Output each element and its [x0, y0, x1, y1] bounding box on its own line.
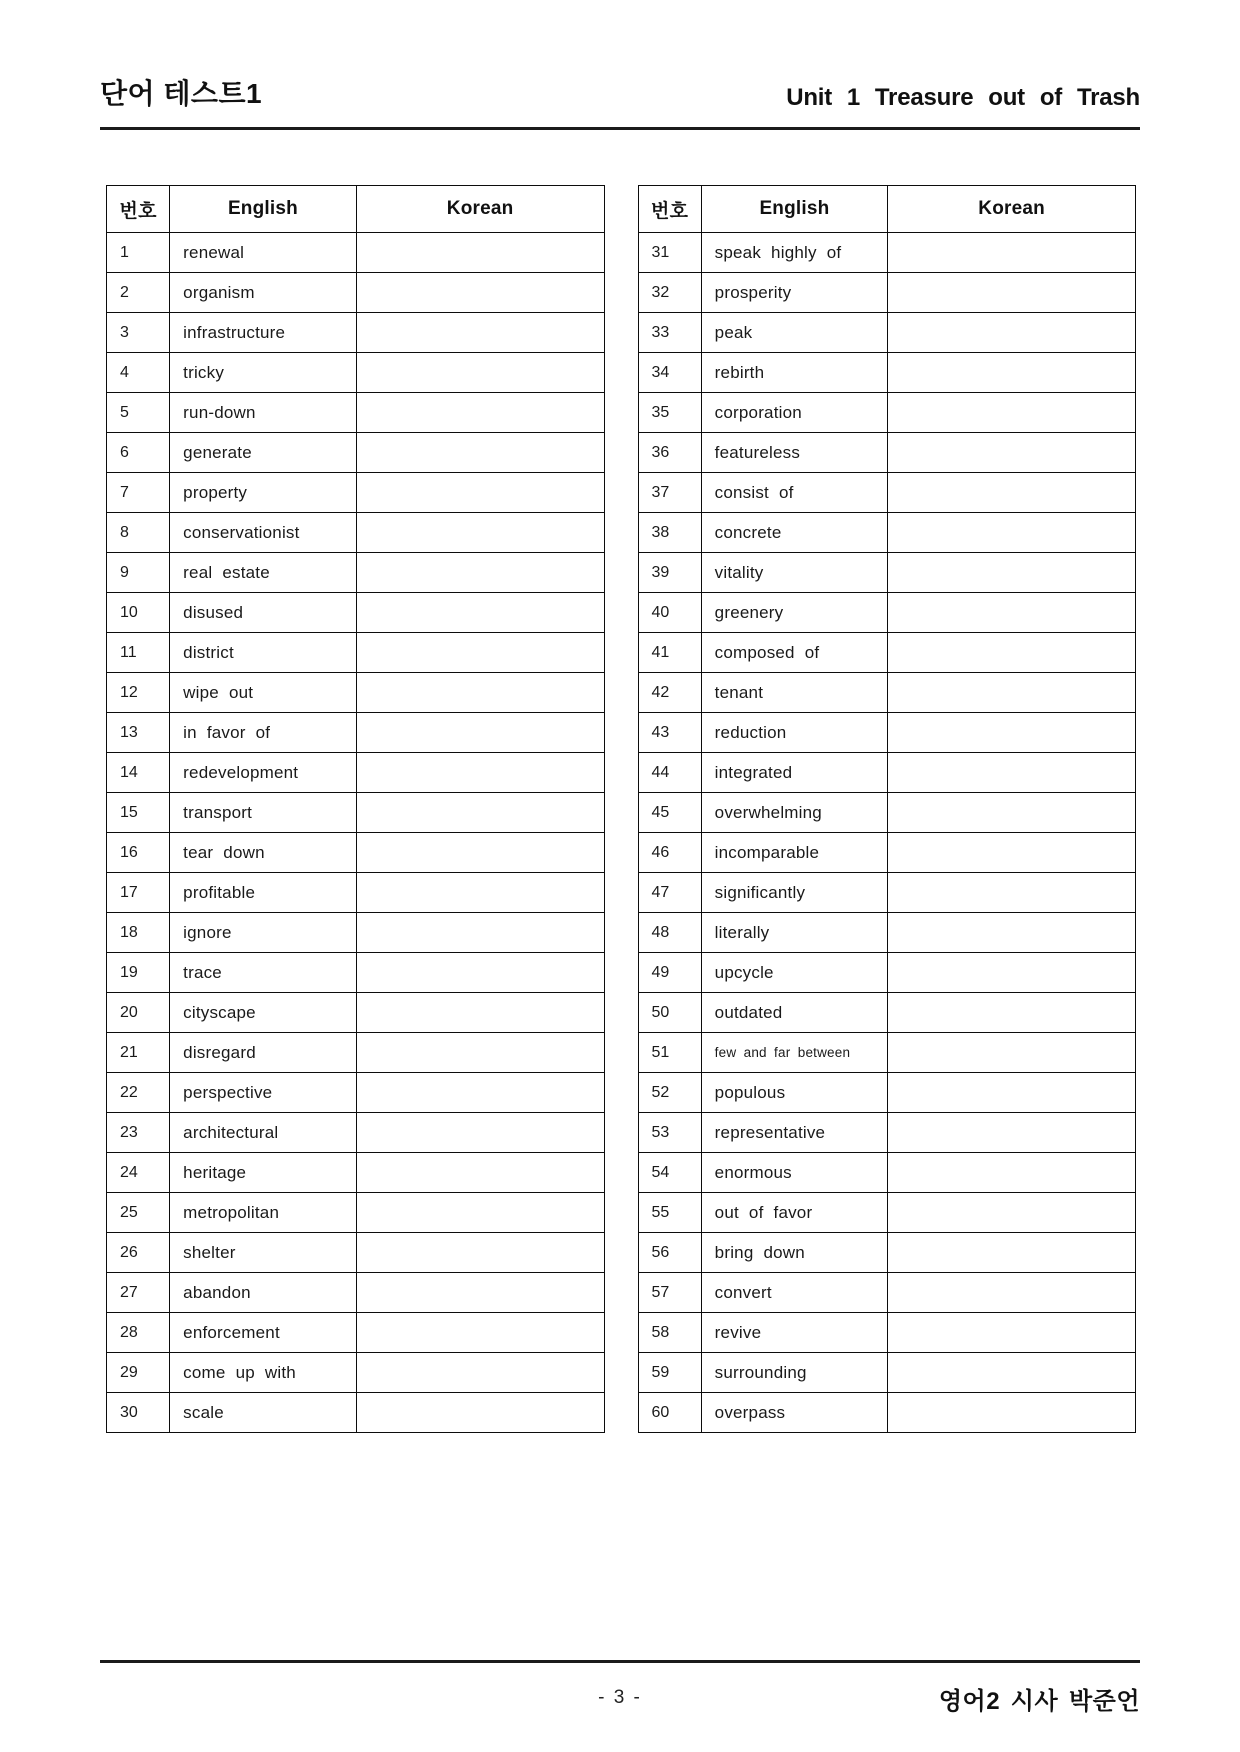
korean-answer-cell [888, 1393, 1136, 1433]
row-number-cell: 41 [638, 633, 701, 673]
korean-answer-cell [356, 1193, 604, 1233]
row-number-cell: 19 [107, 953, 170, 993]
table-row [638, 1073, 1136, 1113]
unit-title: Unit 1 Treasure out of Trash [786, 84, 1140, 111]
row-number-cell: 39 [638, 553, 701, 593]
english-word-cell: enormous [701, 1153, 888, 1193]
english-word-cell: tricky [170, 353, 357, 393]
korean-answer-cell [356, 433, 604, 473]
table-row [107, 513, 605, 553]
english-word-cell: literally [701, 913, 888, 953]
english-word-cell: renewal [170, 233, 357, 273]
table-row [638, 593, 1136, 633]
page-title: 단어 테스트1 [100, 78, 263, 109]
english-word-cell: featureless [701, 433, 888, 473]
english-word-cell: significantly [701, 873, 888, 913]
table-row [638, 1273, 1136, 1313]
page-number: - 3 - [598, 1687, 642, 1708]
korean-answer-cell [356, 1393, 604, 1433]
korean-answer-cell [356, 1233, 604, 1273]
korean-answer-cell [356, 873, 604, 913]
korean-answer-cell [888, 1113, 1136, 1153]
row-number-cell: 32 [638, 273, 701, 313]
table-row [638, 1033, 1136, 1073]
table-row [638, 873, 1136, 913]
row-number-cell: 44 [638, 753, 701, 793]
table-row [638, 913, 1136, 953]
english-word-cell: real estate [170, 553, 357, 593]
table-row [638, 1233, 1136, 1273]
table-row [107, 713, 605, 753]
row-number-cell: 22 [107, 1073, 170, 1113]
korean-answer-cell [888, 1073, 1136, 1113]
row-number-cell: 5 [107, 393, 170, 433]
korean-answer-cell [888, 833, 1136, 873]
korean-answer-cell [356, 313, 604, 353]
korean-answer-cell [356, 393, 604, 433]
row-number-cell: 30 [107, 1393, 170, 1433]
english-word-cell: generate [170, 433, 357, 473]
table-row [638, 633, 1136, 673]
korean-answer-cell [888, 233, 1136, 273]
english-word-cell: abandon [170, 1273, 357, 1313]
table-row [107, 233, 605, 273]
korean-answer-cell [356, 233, 604, 273]
english-word-cell: rebirth [701, 353, 888, 393]
row-number-cell: 10 [107, 593, 170, 633]
english-word-cell: incomparable [701, 833, 888, 873]
table-row [107, 1233, 605, 1273]
english-word-cell: surrounding [701, 1353, 888, 1393]
table-row [107, 1393, 605, 1433]
table-row [107, 273, 605, 313]
korean-answer-cell [888, 433, 1136, 473]
table-row [638, 353, 1136, 393]
row-number-cell: 55 [638, 1193, 701, 1233]
row-number-cell: 2 [107, 273, 170, 313]
row-number-cell: 9 [107, 553, 170, 593]
english-word-cell: prosperity [701, 273, 888, 313]
row-number-cell: 18 [107, 913, 170, 953]
row-number-cell: 52 [638, 1073, 701, 1113]
table-row [107, 473, 605, 513]
korean-answer-cell [356, 553, 604, 593]
english-word-cell: peak [701, 313, 888, 353]
english-word-cell: enforcement [170, 1313, 357, 1353]
table-row [638, 1153, 1136, 1193]
table-row [638, 1353, 1136, 1393]
korean-answer-cell [356, 993, 604, 1033]
english-word-cell: concrete [701, 513, 888, 553]
korean-answer-cell [356, 793, 604, 833]
table-row [107, 673, 605, 713]
vocab-table-left [106, 185, 605, 1433]
row-number-cell: 29 [107, 1353, 170, 1393]
english-word-cell: wipe out [170, 673, 357, 713]
table-row [107, 1073, 605, 1113]
korean-answer-cell [888, 473, 1136, 513]
korean-answer-cell [888, 793, 1136, 833]
row-number-cell: 59 [638, 1353, 701, 1393]
table-row [107, 1193, 605, 1233]
row-number-cell: 34 [638, 353, 701, 393]
row-number-cell: 23 [107, 1113, 170, 1153]
english-word-cell: come up with [170, 1353, 357, 1393]
table-row [107, 353, 605, 393]
row-number-cell: 56 [638, 1233, 701, 1273]
korean-answer-cell [888, 1153, 1136, 1193]
korean-answer-cell [356, 273, 604, 313]
korean-answer-cell [356, 633, 604, 673]
korean-answer-cell [888, 1033, 1136, 1073]
table-row [638, 553, 1136, 593]
korean-answer-cell [888, 313, 1136, 353]
row-number-cell: 49 [638, 953, 701, 993]
table-row [638, 953, 1136, 993]
table-row [107, 793, 605, 833]
table-row [107, 1033, 605, 1073]
english-word-cell: transport [170, 793, 357, 833]
col-header-korean: Korean [888, 186, 1136, 233]
row-number-cell: 43 [638, 713, 701, 753]
korean-answer-cell [356, 513, 604, 553]
english-word-cell: infrastructure [170, 313, 357, 353]
korean-answer-cell [356, 1153, 604, 1193]
korean-answer-cell [888, 1273, 1136, 1313]
english-word-cell: heritage [170, 1153, 357, 1193]
vocab-table-left-grid [106, 185, 605, 1433]
row-number-cell: 13 [107, 713, 170, 753]
row-number-cell: 53 [638, 1113, 701, 1153]
table-row [107, 1353, 605, 1393]
english-word-cell: convert [701, 1273, 888, 1313]
row-number-cell: 16 [107, 833, 170, 873]
table-row [638, 753, 1136, 793]
table-row [107, 633, 605, 673]
english-word-cell: shelter [170, 1233, 357, 1273]
korean-answer-cell [356, 473, 604, 513]
korean-answer-cell [888, 713, 1136, 753]
table-row [107, 553, 605, 593]
vocab-table-right-grid [638, 185, 1137, 1433]
row-number-cell: 36 [638, 433, 701, 473]
vocab-tables [106, 185, 1136, 1433]
english-word-cell: overwhelming [701, 793, 888, 833]
english-word-cell: reduction [701, 713, 888, 753]
english-word-cell: revive [701, 1313, 888, 1353]
korean-answer-cell [888, 753, 1136, 793]
korean-answer-cell [356, 713, 604, 753]
table-row [107, 993, 605, 1033]
row-number-cell: 6 [107, 433, 170, 473]
table-row [638, 1193, 1136, 1233]
table-header-row [107, 186, 605, 233]
vocab-table-right [638, 185, 1137, 1433]
english-word-cell: ignore [170, 913, 357, 953]
english-word-cell: overpass [701, 1393, 888, 1433]
row-number-cell: 31 [638, 233, 701, 273]
table-row [638, 673, 1136, 713]
english-word-cell: disused [170, 593, 357, 633]
table-row [107, 313, 605, 353]
row-number-cell: 50 [638, 993, 701, 1033]
row-number-cell: 25 [107, 1193, 170, 1233]
table-row [638, 473, 1136, 513]
english-word-cell: property [170, 473, 357, 513]
english-word-cell: speak highly of [701, 233, 888, 273]
row-number-cell: 58 [638, 1313, 701, 1353]
row-number-cell: 46 [638, 833, 701, 873]
table-row [107, 1273, 605, 1313]
english-word-cell: vitality [701, 553, 888, 593]
english-word-cell: consist of [701, 473, 888, 513]
korean-answer-cell [356, 1353, 604, 1393]
english-word-cell: profitable [170, 873, 357, 913]
korean-answer-cell [888, 593, 1136, 633]
english-word-cell: outdated [701, 993, 888, 1033]
english-word-cell: run-down [170, 393, 357, 433]
english-word-cell: redevelopment [170, 753, 357, 793]
row-number-cell: 60 [638, 1393, 701, 1433]
table-row [638, 1393, 1136, 1433]
table-row [638, 713, 1136, 753]
table-row [107, 873, 605, 913]
row-number-cell: 21 [107, 1033, 170, 1073]
table-row [107, 953, 605, 993]
english-word-cell: in favor of [170, 713, 357, 753]
korean-answer-cell [356, 833, 604, 873]
row-number-cell: 37 [638, 473, 701, 513]
korean-answer-cell [888, 953, 1136, 993]
col-header-no: 번호 [107, 186, 170, 233]
english-word-cell: district [170, 633, 357, 673]
english-word-cell: out of favor [701, 1193, 888, 1233]
row-number-cell: 11 [107, 633, 170, 673]
english-word-cell: upcycle [701, 953, 888, 993]
english-word-cell: integrated [701, 753, 888, 793]
english-word-cell: corporation [701, 393, 888, 433]
english-word-cell: architectural [170, 1113, 357, 1153]
table-row [638, 1313, 1136, 1353]
korean-answer-cell [356, 1313, 604, 1353]
row-number-cell: 14 [107, 753, 170, 793]
table-row [107, 913, 605, 953]
english-word-cell: representative [701, 1113, 888, 1153]
row-number-cell: 27 [107, 1273, 170, 1313]
table-row [107, 1153, 605, 1193]
row-number-cell: 40 [638, 593, 701, 633]
korean-answer-cell [356, 673, 604, 713]
korean-answer-cell [888, 353, 1136, 393]
table-row [107, 593, 605, 633]
english-word-cell: tenant [701, 673, 888, 713]
table-row [638, 273, 1136, 313]
korean-answer-cell [356, 1033, 604, 1073]
table-row [638, 513, 1136, 553]
korean-answer-cell [888, 913, 1136, 953]
row-number-cell: 33 [638, 313, 701, 353]
english-word-cell: bring down [701, 1233, 888, 1273]
korean-answer-cell [356, 953, 604, 993]
row-number-cell: 51 [638, 1033, 701, 1073]
english-word-cell: populous [701, 1073, 888, 1113]
english-word-cell: organism [170, 273, 357, 313]
col-header-korean: Korean [356, 186, 604, 233]
col-header-english: English [170, 186, 357, 233]
table-row [638, 393, 1136, 433]
page-header [100, 72, 1140, 130]
korean-answer-cell [888, 393, 1136, 433]
row-number-cell: 20 [107, 993, 170, 1033]
english-word-cell: conservationist [170, 513, 357, 553]
table-row [638, 233, 1136, 273]
page-footer [100, 1660, 1140, 1720]
korean-answer-cell [888, 993, 1136, 1033]
korean-answer-cell [888, 513, 1136, 553]
korean-answer-cell [888, 273, 1136, 313]
english-word-cell: metropolitan [170, 1193, 357, 1233]
table-row [638, 433, 1136, 473]
col-header-english: English [701, 186, 888, 233]
table-row [638, 993, 1136, 1033]
korean-answer-cell [888, 1233, 1136, 1273]
english-word-cell: cityscape [170, 993, 357, 1033]
row-number-cell: 45 [638, 793, 701, 833]
table-header-row [638, 186, 1136, 233]
korean-answer-cell [888, 633, 1136, 673]
row-number-cell: 8 [107, 513, 170, 553]
row-number-cell: 54 [638, 1153, 701, 1193]
korean-answer-cell [356, 1113, 604, 1153]
row-number-cell: 15 [107, 793, 170, 833]
row-number-cell: 42 [638, 673, 701, 713]
korean-answer-cell [356, 1073, 604, 1113]
english-word-cell: trace [170, 953, 357, 993]
table-row [107, 833, 605, 873]
english-word-cell: disregard [170, 1033, 357, 1073]
row-number-cell: 26 [107, 1233, 170, 1273]
korean-answer-cell [356, 753, 604, 793]
row-number-cell: 7 [107, 473, 170, 513]
english-word-cell: greenery [701, 593, 888, 633]
english-word-cell: composed of [701, 633, 888, 673]
row-number-cell: 24 [107, 1153, 170, 1193]
english-word-cell: tear down [170, 833, 357, 873]
english-word-cell: perspective [170, 1073, 357, 1113]
korean-answer-cell [356, 353, 604, 393]
korean-answer-cell [888, 1313, 1136, 1353]
row-number-cell: 47 [638, 873, 701, 913]
korean-answer-cell [356, 1273, 604, 1313]
col-header-no: 번호 [638, 186, 701, 233]
row-number-cell: 12 [107, 673, 170, 713]
table-row [107, 1113, 605, 1153]
korean-answer-cell [888, 873, 1136, 913]
row-number-cell: 1 [107, 233, 170, 273]
row-number-cell: 35 [638, 393, 701, 433]
course-credit: 영어2 시사 박준언 [938, 1688, 1140, 1715]
row-number-cell: 57 [638, 1273, 701, 1313]
table-row [638, 793, 1136, 833]
english-word-cell: few and far between [701, 1033, 888, 1073]
english-word-cell: scale [170, 1393, 357, 1433]
row-number-cell: 17 [107, 873, 170, 913]
table-row [107, 753, 605, 793]
row-number-cell: 4 [107, 353, 170, 393]
row-number-cell: 38 [638, 513, 701, 553]
korean-answer-cell [888, 553, 1136, 593]
row-number-cell: 28 [107, 1313, 170, 1353]
table-row [107, 1313, 605, 1353]
table-row [107, 393, 605, 433]
table-row [107, 433, 605, 473]
table-row [638, 313, 1136, 353]
table-row [638, 1113, 1136, 1153]
korean-answer-cell [356, 913, 604, 953]
korean-answer-cell [888, 1193, 1136, 1233]
korean-answer-cell [356, 593, 604, 633]
table-row [638, 833, 1136, 873]
row-number-cell: 3 [107, 313, 170, 353]
korean-answer-cell [888, 1353, 1136, 1393]
row-number-cell: 48 [638, 913, 701, 953]
korean-answer-cell [888, 673, 1136, 713]
